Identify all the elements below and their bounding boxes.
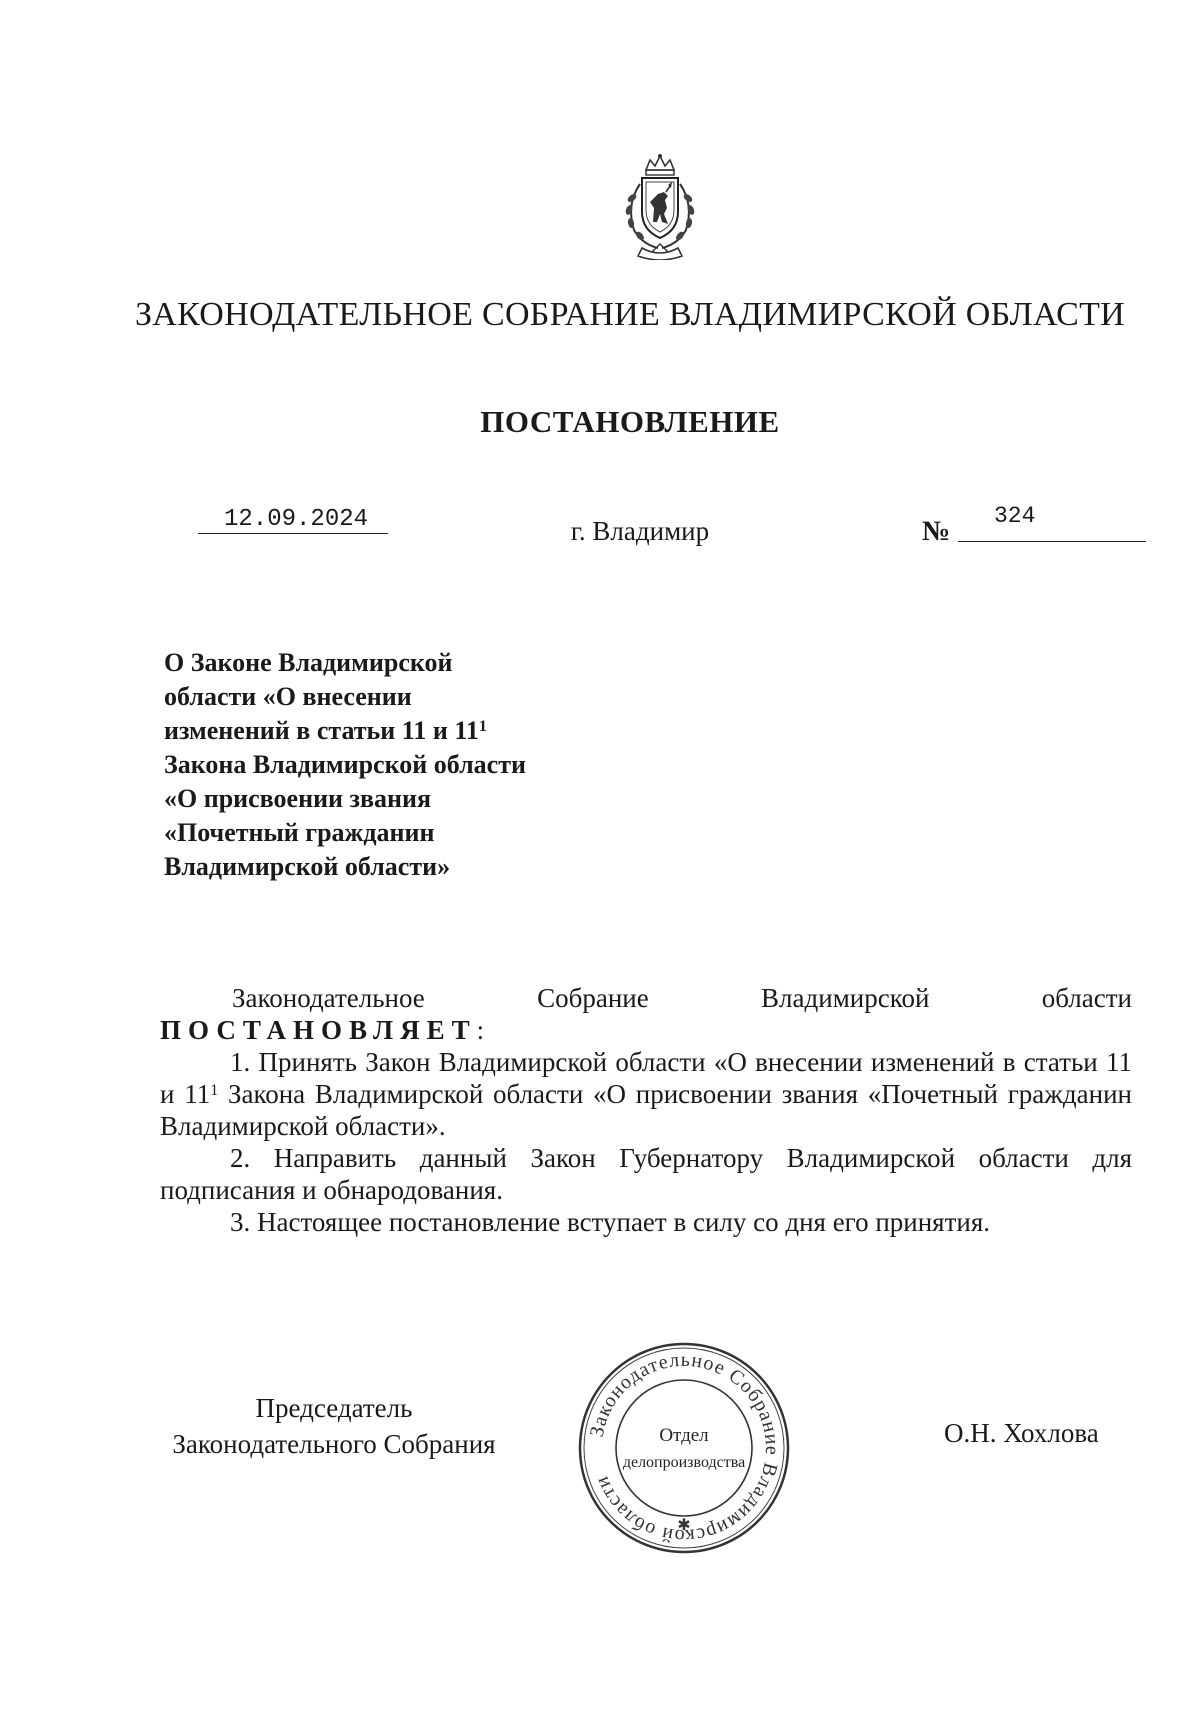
- paragraph-1-superscript: 1: [210, 1082, 219, 1099]
- subject-line: О Законе Владимирской: [164, 648, 453, 677]
- number-underline: [958, 541, 1146, 542]
- stamp-star-icon: ✱: [677, 1515, 691, 1534]
- stamp-center-line-2: делопроизводства: [622, 1454, 746, 1471]
- document-subject: [164, 646, 604, 884]
- subject-line: [164, 714, 604, 748]
- preamble-word: Законодательное: [232, 983, 425, 1013]
- coat-of-arms-emblem: [612, 152, 708, 260]
- stamp-ring-text-path: Законодательное Собрание Владимирской области: [585, 1348, 784, 1548]
- preamble-word: Собрание: [537, 983, 649, 1013]
- verdict-colon: :: [476, 1015, 485, 1045]
- official-stamp: [574, 1337, 794, 1559]
- paragraph-1-text-a: 1. Принять Закон Владимирской области «О внесении изменений в статьи 11 и 11: [160, 1047, 1132, 1109]
- document-date: 12.09.2024: [224, 506, 369, 533]
- subject-line: Владимирской области»: [164, 852, 451, 881]
- subject-line: области «О внесении: [164, 682, 412, 711]
- subject-line: «О присвоении звания: [164, 784, 432, 813]
- paragraph-2: 2. Направить данный Закон Губернатору Владимирской области для подписания и обнародования.: [160, 1143, 1132, 1205]
- city-label: г. Владимир: [570, 516, 710, 546]
- document-number: 324: [994, 503, 1036, 529]
- organization-title: ЗАКОНОДАТЕЛЬНОЕ СОБРАНИЕ ВЛАДИМИРСКОЙ ОБЛАСТИ: [134, 296, 1126, 333]
- subject-superscript: 1: [478, 718, 487, 735]
- preamble: [160, 982, 1132, 1014]
- paragraph-3: 3. Настоящее постановление вступает в силу со дня его принятия.: [230, 1207, 991, 1237]
- signatory-name: О.Н. Хохлова: [944, 1418, 1099, 1448]
- signatory-title-line: Председатель: [255, 1393, 413, 1423]
- number-sign: №: [922, 516, 951, 547]
- preamble-word: области: [1041, 983, 1132, 1013]
- resolution-body: [160, 982, 1132, 1238]
- preamble-word: Владимирской: [761, 983, 930, 1013]
- verdict-word: ПОСТАНОВЛЯЕТ: [160, 1015, 477, 1045]
- verdict-line: [160, 1014, 1132, 1046]
- document-type-heading: ПОСТАНОВЛЕНИЕ: [480, 404, 780, 439]
- signatory-title: [154, 1390, 514, 1462]
- subject-line: Закона Владимирской области: [164, 750, 526, 779]
- subject-line-text: изменений в статьи 11 и 11: [164, 716, 479, 745]
- paragraph-1: [160, 1046, 1132, 1142]
- subject-line: «Почетный гражданин: [164, 818, 435, 847]
- stamp-center-line-1: Отдел: [659, 1425, 709, 1446]
- paragraph-1-text-b: Закона Владимирской области «О присвоении звания «Почетный гражданин Владимирской области».: [160, 1079, 1132, 1141]
- vladimir-coat-of-arms-icon: [612, 152, 708, 260]
- signatory-title-line: Законодательного Собрания: [172, 1429, 496, 1459]
- stamp-seal-icon: [574, 1337, 794, 1559]
